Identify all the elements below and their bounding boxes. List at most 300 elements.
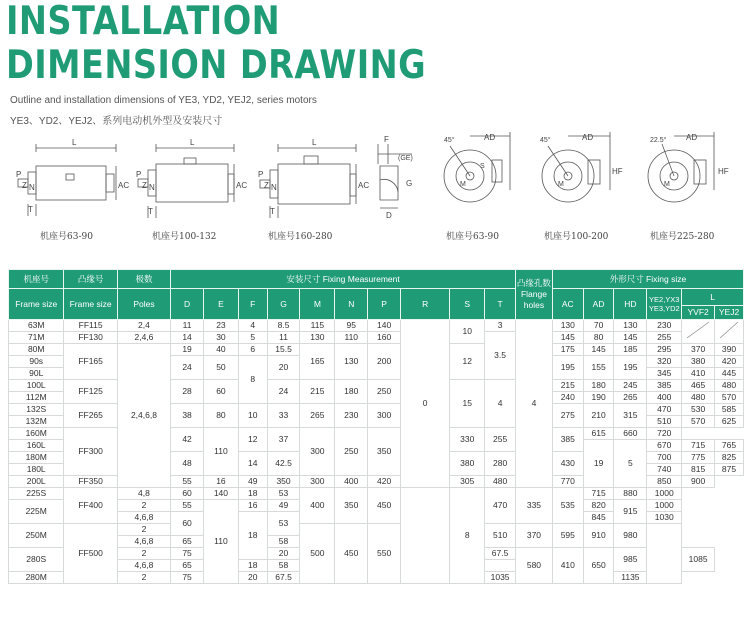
- cell-HD: 265: [614, 392, 647, 404]
- table-row: [9, 344, 744, 356]
- cell-AD: 335: [515, 488, 552, 524]
- cell-YEJ2: 1030: [647, 512, 682, 524]
- dim-label-S: S: [480, 163, 485, 170]
- cell-YVF2: 880: [614, 488, 647, 500]
- cell-YE: 670: [647, 440, 682, 452]
- cell-M: 500: [300, 524, 335, 584]
- page-title-line2: DIMENSION DRAWING: [6, 43, 427, 88]
- cell-G: 11: [267, 332, 300, 344]
- cell-D: 11: [171, 320, 204, 332]
- header-col-ye: YE2,YX3 YE3,YD2: [647, 289, 682, 320]
- cell-holes: 4: [515, 320, 552, 488]
- dim-label-F: F: [384, 135, 389, 144]
- cell-frame: 71M: [9, 332, 64, 344]
- cell-D: 60: [171, 488, 204, 500]
- cell-G: 20: [267, 356, 300, 380]
- cell-YE: 700: [647, 452, 682, 464]
- cell-AC: 380: [450, 452, 485, 476]
- cell-poles: 2,4,6,8: [117, 344, 170, 488]
- cell-N: 350: [335, 488, 368, 524]
- cell-F: 8: [238, 356, 267, 404]
- cell-YVF2: 370: [682, 344, 715, 356]
- cell-AD: 255: [485, 428, 516, 452]
- cell-frame: 280S: [9, 548, 64, 572]
- header-poles-en: Poles: [117, 289, 170, 320]
- cell-G: 67.5: [485, 548, 516, 560]
- cell-YVF2: 775: [682, 452, 715, 464]
- cell-empty: [682, 320, 715, 344]
- angle-label-45: 45°: [444, 137, 455, 144]
- cell-G: 49: [238, 476, 267, 488]
- cell-YE: 385: [647, 380, 682, 392]
- cell-G: 67.5: [267, 572, 300, 584]
- cell-YEJ2: 585: [715, 404, 744, 416]
- cell-flange: FF350: [64, 476, 117, 488]
- header-poles-cn: 极数: [117, 270, 170, 289]
- cell-YVF2: 480: [682, 392, 715, 404]
- cell-S: 12: [450, 344, 485, 380]
- header-col-F: F: [238, 289, 267, 320]
- cell-P: 450: [368, 488, 401, 524]
- cell-poles: 2: [117, 548, 170, 560]
- cell-AC: 145: [552, 332, 583, 344]
- dim-label-M: M: [558, 181, 564, 188]
- cell-flange: FF400: [64, 488, 117, 524]
- dim-label-P: P: [258, 170, 264, 179]
- dim-label-GE: (GE): [398, 155, 413, 162]
- table-row: [9, 488, 744, 500]
- header-col-R: R: [401, 289, 450, 320]
- cell-AD: 145: [583, 344, 614, 356]
- cell-YE: 400: [647, 392, 682, 404]
- cell-G: 24: [267, 380, 300, 404]
- cell-poles: 4,6,8: [117, 560, 170, 572]
- cell-E: 110: [203, 500, 238, 584]
- cell-F: 6: [238, 344, 267, 356]
- dim-label-AC: AC: [118, 181, 130, 190]
- dim-label-T: T: [270, 207, 275, 216]
- cell-YE: 845: [583, 512, 614, 524]
- cell-D: 55: [171, 500, 204, 512]
- cell-YE: 470: [647, 404, 682, 416]
- cell-frame: 90s: [9, 356, 64, 368]
- dim-label-T: T: [148, 207, 153, 216]
- front-view-drawing-100-200: [528, 130, 628, 225]
- cell-D: 19: [171, 344, 204, 356]
- cell-flange: FF300: [64, 428, 117, 476]
- header-outline-size: 外形尺寸 Fixing size: [552, 270, 743, 289]
- dim-label-Z: Z: [142, 181, 147, 190]
- subtitle-english: Outline and installation dimensions of YE3, YD2, YEJ2, series motors: [10, 95, 317, 106]
- cell-YEJ2: 480: [715, 380, 744, 392]
- cell-D: 42: [171, 428, 204, 452]
- cell-YE: 345: [647, 368, 682, 380]
- cell-G: 42.5: [267, 452, 300, 476]
- cell-N: 95: [335, 320, 368, 332]
- cell-D: 75: [171, 572, 204, 584]
- cell-AD: 190: [583, 392, 614, 404]
- dim-label-N: N: [149, 183, 155, 192]
- cell-D: 48: [171, 452, 204, 476]
- cell-YVF2: 980: [614, 524, 647, 548]
- cell-holes: 8: [450, 488, 485, 584]
- cell-N: 230: [335, 404, 368, 428]
- cell-AD: 305: [450, 476, 485, 488]
- cell-AD: 370: [515, 524, 552, 548]
- cell-YEJ2: 1000: [647, 500, 682, 512]
- header-col-HD: HD: [614, 289, 647, 320]
- cell-P: 250: [368, 380, 401, 404]
- table-row: [9, 320, 744, 332]
- cell-D: 38: [171, 404, 204, 428]
- cell-frame: 132M: [9, 416, 64, 428]
- side-view-drawing-63-90: [14, 130, 130, 225]
- header-col-AD: AD: [583, 289, 614, 320]
- cell-empty: [647, 524, 682, 584]
- cell-YVF2: 380: [682, 356, 715, 368]
- drawing-caption: 机座号63-90: [446, 232, 499, 242]
- cell-frame: 160L: [9, 440, 64, 452]
- dim-label-T: T: [28, 205, 33, 214]
- cell-YEJ2: 900: [682, 476, 715, 488]
- cell-M: 115: [300, 320, 335, 332]
- cell-F: 5: [238, 332, 267, 344]
- cell-F: 18: [238, 512, 267, 560]
- cell-frame: 100L: [9, 380, 64, 392]
- cell-F: 14: [238, 452, 267, 476]
- cell-T: 3: [485, 320, 516, 332]
- cell-YE: 770: [552, 476, 583, 488]
- cell-AC: 275: [552, 404, 583, 428]
- cell-G: 8.5: [267, 320, 300, 332]
- cell-flange: FF125: [64, 380, 117, 404]
- cell-AD: 410: [552, 548, 583, 584]
- cell-frame: 112M: [9, 392, 64, 404]
- cell-M: 265: [300, 404, 335, 428]
- dim-label-AC: AC: [358, 181, 370, 190]
- side-view-drawing-100-132: [134, 130, 248, 225]
- cell-frame: 180M: [9, 452, 64, 464]
- front-view-drawing-225-280: [636, 130, 736, 225]
- header-col-P: P: [368, 289, 401, 320]
- drawing-caption: 机座号100-200: [544, 232, 609, 242]
- cell-T: 4: [485, 380, 516, 428]
- angle-label-22-5: 22.5°: [650, 137, 667, 144]
- cell-empty: [401, 488, 450, 584]
- cell-HD: 650: [583, 548, 614, 584]
- cell-YVF2: 465: [682, 380, 715, 392]
- cell-YE: 715: [583, 488, 614, 500]
- cell-F: 16: [203, 476, 238, 488]
- front-view-drawing-63-90: [430, 130, 525, 225]
- cell-HD: 595: [552, 524, 583, 548]
- header-col-S: S: [450, 289, 485, 320]
- cell-M: 400: [300, 488, 335, 524]
- table-row: [9, 524, 744, 536]
- cell-YEJ2: 875: [715, 464, 744, 476]
- cell-frame: 250M: [9, 524, 64, 548]
- cell-poles: 2: [117, 524, 170, 536]
- cell-frame: 200L: [9, 476, 64, 488]
- cell-E: 50: [203, 356, 238, 380]
- dim-label-AD: AD: [686, 133, 698, 142]
- cell-YVF2: 715: [682, 440, 715, 452]
- cell-N: 250: [335, 428, 368, 476]
- cell-YE: 985: [614, 548, 647, 572]
- dim-label-P: P: [136, 170, 142, 179]
- cell-YVF2: 850: [647, 476, 682, 488]
- cell-AC: 215: [552, 380, 583, 392]
- cell-M: 350: [267, 476, 300, 488]
- cell-YE: 820: [583, 500, 614, 512]
- cell-F: 16: [238, 500, 267, 512]
- cell-G: 58: [267, 536, 300, 548]
- header-col-D: D: [171, 289, 204, 320]
- cell-YVF2: 530: [682, 404, 715, 416]
- cell-AC: 130: [552, 320, 583, 332]
- cell-YEJ2: 390: [715, 344, 744, 356]
- cell-M: 165: [300, 344, 335, 380]
- cell-YEJ2: 765: [715, 440, 744, 452]
- cell-YE: 230: [647, 320, 682, 332]
- angle-label-45: 45°: [540, 137, 551, 144]
- cell-poles: 2: [117, 572, 170, 584]
- header-col-E: E: [203, 289, 238, 320]
- cell-F: 20: [267, 548, 300, 560]
- cell-AD: 80: [583, 332, 614, 344]
- cell-frame: 160M: [9, 428, 64, 440]
- cell-YVF2: 815: [682, 464, 715, 476]
- header-col-T: T: [485, 289, 516, 320]
- cell-frame: 225M: [9, 500, 64, 524]
- cell-HD: 315: [614, 404, 647, 428]
- cell-flange: FF500: [64, 524, 117, 584]
- cell-E: 23: [203, 320, 238, 332]
- cell-P: 350: [368, 428, 401, 476]
- cell-G: 33: [267, 404, 300, 428]
- cell-F: 4: [238, 320, 267, 332]
- cell-YE: 295: [647, 344, 682, 356]
- cell-F: 10: [238, 404, 267, 428]
- cell-HD: 185: [614, 344, 647, 356]
- cell-G: 15.5: [267, 344, 300, 356]
- dim-label-D: D: [386, 211, 392, 220]
- cell-D: 75: [171, 548, 204, 560]
- header-frame-en: Frame size: [9, 289, 64, 320]
- header-col-AC: AC: [552, 289, 583, 320]
- cell-poles: 2: [117, 500, 170, 512]
- cell-HD: 130: [614, 320, 647, 332]
- cell-D: 65: [171, 560, 204, 572]
- cell-YE: 740: [647, 464, 682, 476]
- cell-frame: 63M: [9, 320, 64, 332]
- cell-frame: 90L: [9, 368, 64, 380]
- cell-HD: 480: [485, 476, 516, 488]
- cell-YE: 255: [647, 332, 682, 344]
- cell-AC: 580: [515, 548, 552, 584]
- cell-YEJ2: 570: [715, 392, 744, 404]
- cell-P: 140: [368, 320, 401, 332]
- cell-YVF2: 1135: [614, 572, 647, 584]
- dim-label-AD: AD: [484, 133, 496, 142]
- dim-label-N: N: [271, 183, 277, 192]
- dim-label-L: L: [312, 138, 317, 147]
- cell-AC: 195: [552, 356, 583, 380]
- cell-D: 65: [171, 536, 204, 548]
- dimension-table: [8, 269, 744, 584]
- cell-flange: FF165: [64, 344, 117, 380]
- cell-P: 400: [335, 476, 368, 488]
- cell-YE: 320: [647, 356, 682, 368]
- cell-frame: 280M: [9, 572, 64, 584]
- cell-HD: 535: [552, 488, 583, 524]
- dim-label-Z: Z: [264, 181, 269, 190]
- cell-F: 18: [238, 560, 267, 572]
- cell-frame: 80M: [9, 344, 64, 356]
- cell-YEJ2: 1000: [647, 488, 682, 500]
- cell-E: 60: [203, 380, 238, 404]
- cell-G: 53: [267, 512, 300, 536]
- dim-label-M: M: [664, 181, 670, 188]
- cell-M: 215: [300, 380, 335, 404]
- cell-N: 180: [335, 380, 368, 404]
- cell-AD: 280: [485, 452, 516, 476]
- cell-HD: 385: [552, 428, 583, 452]
- cell-YEJ2: 825: [715, 452, 744, 464]
- header-frame-cn: 机座号: [9, 270, 64, 289]
- cell-E: 140: [203, 488, 238, 500]
- drawing-caption: 机座号63-90: [40, 232, 93, 242]
- cell-T: 3.5: [485, 332, 516, 380]
- cell-YE: 615: [583, 428, 614, 440]
- cell-R: 0: [401, 320, 450, 488]
- cell-flange: FF130: [64, 332, 117, 344]
- cell-YE: 510: [647, 416, 682, 428]
- header-flange-holes: 凸缘孔数 Flange holes: [515, 270, 552, 320]
- cell-YEJ2: 720: [647, 428, 682, 440]
- cell-poles: 2,4,6: [117, 332, 170, 344]
- header-col-M: M: [300, 289, 335, 320]
- cell-P: 160: [368, 332, 401, 344]
- cell-AC: 420: [368, 476, 401, 488]
- cell-AC: 330: [450, 428, 485, 452]
- dim-label-N: N: [29, 183, 35, 192]
- cell-S: 19: [583, 440, 614, 488]
- cell-frame: 132S: [9, 404, 64, 416]
- header-flange-en: Frame size: [64, 289, 117, 320]
- cell-D: 28: [171, 380, 204, 404]
- dim-label-AC: AC: [236, 181, 248, 190]
- cell-AD: 155: [583, 356, 614, 380]
- cell-E: 110: [203, 428, 238, 476]
- header-col-yej2: YEJ2: [715, 306, 744, 320]
- cell-HD: 145: [614, 332, 647, 344]
- cell-F: 12: [238, 428, 267, 452]
- cell-flange: FF265: [64, 404, 117, 428]
- dim-label-G: G: [406, 179, 413, 188]
- table-row: [9, 332, 744, 344]
- cell-YE: 1035: [485, 572, 516, 584]
- cell-P: 200: [368, 344, 401, 380]
- header-flange-cn: 凸缘号: [64, 270, 117, 289]
- cell-YE: 910: [583, 524, 614, 548]
- cell-HD: 245: [614, 380, 647, 392]
- cell-D: 55: [171, 476, 204, 488]
- dim-label-HF: HF: [718, 167, 729, 176]
- cell-S: 15: [450, 380, 485, 428]
- subtitle-chinese: YE3、YD2、YEJ2、系列电动机外型及安装尺寸: [10, 116, 223, 127]
- dim-label-M: M: [460, 181, 466, 188]
- cell-D: 24: [171, 356, 204, 380]
- cell-AD: 180: [583, 380, 614, 392]
- cell-YVF2: 1085: [682, 548, 715, 572]
- cell-AC: 510: [485, 524, 516, 548]
- dim-label-P: P: [16, 170, 22, 179]
- cell-M: 130: [300, 332, 335, 344]
- cell-poles: 4,6,8: [117, 512, 170, 524]
- cell-AC: 470: [485, 488, 516, 524]
- page-title-line1: INSTALLATION: [6, 0, 281, 44]
- cell-G: 49: [267, 500, 300, 512]
- cell-E: 40: [203, 344, 238, 356]
- drawing-caption: 机座号160-280: [268, 232, 333, 242]
- cell-flange: FF115: [64, 320, 117, 332]
- cell-N: 450: [335, 524, 368, 584]
- cell-YEJ2: 625: [715, 416, 744, 428]
- dim-label-L: L: [72, 138, 77, 147]
- side-view-drawing-160-280: [256, 130, 370, 225]
- cell-YEJ2: 420: [715, 356, 744, 368]
- shaft-detail-drawing: [372, 130, 427, 225]
- cell-AD: 70: [583, 320, 614, 332]
- cell-YVF2: 660: [614, 428, 647, 440]
- cell-poles: 4,8: [117, 488, 170, 500]
- cell-F: 18: [238, 488, 267, 500]
- cell-YVF2: 410: [682, 368, 715, 380]
- header-col-N: N: [335, 289, 368, 320]
- header-col-yvf2: YVF2: [682, 306, 715, 320]
- cell-HD: 195: [614, 356, 647, 380]
- dim-label-Z: Z: [22, 181, 27, 190]
- cell-P: 550: [368, 524, 401, 584]
- cell-M: 300: [300, 428, 335, 476]
- dim-label-AD: AD: [582, 133, 594, 142]
- header-col-L: L: [682, 289, 744, 306]
- cell-YEJ2: 445: [715, 368, 744, 380]
- cell-AD: 210: [583, 404, 614, 428]
- cell-empty: [715, 320, 744, 344]
- cell-E: 80: [203, 404, 238, 428]
- dim-label-HF: HF: [612, 167, 623, 176]
- cell-N: 300: [300, 476, 335, 488]
- cell-frame: 180L: [9, 464, 64, 476]
- drawing-caption: 机座号100-132: [152, 232, 217, 242]
- cell-S: 10: [450, 320, 485, 344]
- cell-D: 14: [171, 332, 204, 344]
- drawing-caption: 机座号225-280: [650, 232, 715, 242]
- cell-E: 30: [203, 332, 238, 344]
- cell-G: 53: [267, 488, 300, 500]
- cell-frame: 225S: [9, 488, 64, 500]
- cell-N: 110: [335, 332, 368, 344]
- cell-poles: 2,4: [117, 320, 170, 332]
- header-fixing-measurement: 安装尺寸 Fixing Measurement: [171, 270, 516, 289]
- header-col-G: G: [267, 289, 300, 320]
- cell-AC: 175: [552, 344, 583, 356]
- cell-G: 37: [267, 428, 300, 452]
- cell-poles: 4,6,8: [117, 536, 170, 548]
- cell-D: 60: [171, 512, 204, 536]
